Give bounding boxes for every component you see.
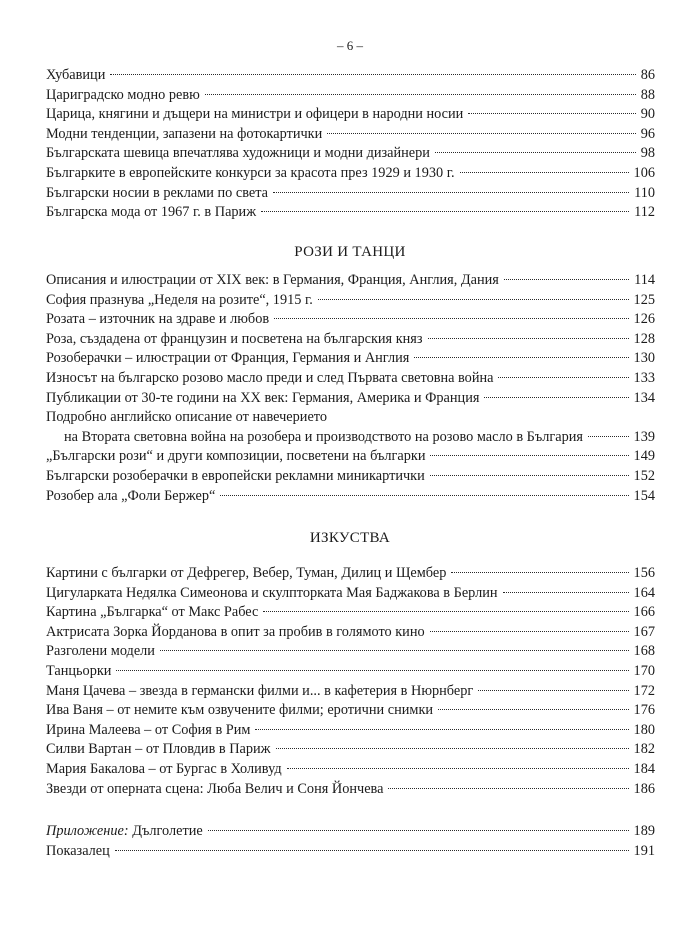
dot-leader — [478, 690, 628, 691]
toc-entry — [46, 271, 655, 291]
entry-page: 191 — [633, 842, 655, 859]
entry-page: 176 — [633, 702, 655, 719]
toc-entry — [46, 144, 655, 164]
entry-page: 167 — [633, 623, 655, 640]
dot-leader — [273, 192, 629, 193]
entry-title: Хубавици — [46, 67, 106, 83]
dot-leader — [438, 709, 629, 710]
entry-title: Български розоберачки в европейски рекламни миникартички — [46, 467, 425, 484]
toc-entry — [46, 310, 655, 330]
entry-title: Показалец — [46, 842, 110, 859]
toc-entry — [46, 389, 655, 409]
toc-entry — [46, 721, 655, 741]
appendix-title: Дълголетие — [128, 823, 203, 839]
toc-entry — [46, 164, 655, 184]
entry-title: Мария Бакалова – от Бургас в Холивуд — [46, 760, 282, 777]
dot-leader — [428, 338, 629, 339]
toc-entry — [46, 184, 655, 204]
toc-entry — [46, 428, 655, 448]
entry-page: 114 — [634, 272, 655, 288]
dot-leader — [205, 94, 636, 95]
entry-title: Царица, княгини и дъщери на министри и офицери в народни носии — [46, 106, 464, 123]
page-number: – 6 – — [337, 38, 363, 53]
dot-leader — [327, 133, 635, 134]
entry-title: Българската шевица впечатлява художници и модни дизайнери — [46, 145, 430, 162]
dot-leader — [287, 768, 629, 769]
toc-entry — [46, 487, 655, 507]
dot-leader — [255, 729, 628, 730]
entry-page: 106 — [633, 164, 655, 181]
dot-leader — [208, 830, 629, 831]
entry-title: Българките в европейските конкурси за красота през 1929 и 1930 г. — [46, 164, 455, 181]
dot-leader — [484, 397, 628, 398]
toc-entry — [46, 86, 655, 106]
entry-title: Описания и илюстрации от XIX век: в Германия, Франция, Англия, Дания — [46, 272, 499, 288]
entry-page: 88 — [640, 86, 655, 103]
entry-page: 133 — [633, 369, 655, 386]
entry-title: Звезди от оперната сцена: Люба Велич и Соня Йончева — [46, 780, 384, 797]
toc-entry — [46, 780, 655, 800]
entry-page: 164 — [633, 584, 655, 601]
entry-title: Танцьорки — [46, 662, 112, 679]
toc-entry — [46, 66, 655, 86]
toc-section-arts — [46, 564, 655, 799]
dot-leader — [468, 113, 635, 114]
toc-section-back-matter — [46, 822, 655, 861]
entry-title: Ирина Малеева – от София в Рим — [46, 721, 251, 738]
toc-entry — [46, 369, 655, 389]
entry-page: 112 — [634, 204, 655, 221]
toc-section-roses — [46, 271, 655, 506]
entry-title: Публикации от 30-те години на XX век: Германия, Америка и Франция — [46, 389, 480, 406]
entry-page: 125 — [633, 291, 655, 308]
entry-page: 110 — [634, 184, 655, 201]
entry-title: Силви Вартан – от Пловдив в Париж — [46, 741, 271, 758]
entry-page: 90 — [640, 106, 655, 123]
toc-entry — [46, 623, 655, 643]
toc-entry — [46, 564, 655, 584]
entry-title: Цигуларката Недялка Симеонова и скулпторката Мая Баджакова в Берлин — [46, 584, 498, 601]
entry-page: 168 — [633, 643, 655, 660]
dot-leader — [318, 299, 629, 300]
toc-entry — [46, 291, 655, 311]
entry-page: 182 — [633, 741, 655, 758]
toc-entry — [46, 349, 655, 369]
dot-leader — [261, 211, 629, 212]
entry-title: Актрисата Зорка Йорданова в опит за пробив в голямото кино — [46, 623, 425, 640]
dot-leader — [460, 172, 629, 173]
entry-title: Роза, създадена от французин и посветена на българския княз — [46, 330, 423, 347]
entry-title-line2: на Втората световна война на розобера и производството на розово масло в България — [64, 428, 583, 445]
dot-leader — [504, 279, 629, 280]
entry-page: 156 — [633, 565, 655, 581]
toc-entry-appendix — [46, 822, 655, 842]
entry-title: Ива Ваня – от немите към озвучените филми; еротични снимки — [46, 702, 434, 719]
dot-leader — [160, 650, 629, 651]
entry-title: Розата – източник на здраве и любов — [46, 311, 270, 328]
entry-page: 134 — [633, 389, 655, 406]
toc-entry-wrapped — [46, 408, 655, 447]
toc-entry — [46, 105, 655, 125]
dot-leader — [276, 748, 629, 749]
toc-entry — [46, 760, 655, 780]
entry-title: Розобер ала „Фоли Бержер“ — [46, 487, 216, 504]
entry-title: София празнува „Неделя на розите“, 1915 г. — [46, 291, 313, 308]
entry-page: 166 — [633, 604, 655, 621]
entry-title: Маня Цачева – звезда в германски филми и... в кафетерия в Нюрнберг — [46, 682, 474, 699]
entry-page: 126 — [633, 311, 655, 328]
toc-entry — [46, 740, 655, 760]
dot-leader — [430, 475, 629, 476]
entry-title: „Български рози“ и други композиции, посветени на българки — [46, 448, 426, 465]
entry-page: 170 — [633, 662, 655, 679]
toc-entry — [46, 467, 655, 487]
entry-title-line1: Подробно английско описание от навечерието — [46, 409, 328, 426]
section-heading-arts: ИЗКУСТВА — [309, 530, 391, 546]
entry-title: Разголени модели — [46, 643, 155, 660]
toc-entry — [46, 203, 655, 223]
dot-leader — [430, 455, 628, 456]
entry-title: Българска мода от 1967 г. в Париж — [46, 204, 257, 221]
toc-entry — [46, 330, 655, 350]
entry-title: Розоберачки – илюстрации от Франция, Германия и Англия — [46, 350, 410, 367]
toc-entry-index — [46, 842, 655, 862]
appendix-label: Приложение: — [46, 823, 129, 839]
entry-page: 186 — [633, 780, 655, 797]
dot-leader — [110, 74, 635, 75]
entry-page: 184 — [633, 760, 655, 777]
toc-entry — [46, 603, 655, 623]
section-heading-roses: РОЗИ И ТАНЦИ — [294, 244, 406, 260]
toc-section-fashion — [46, 66, 655, 223]
toc-entry — [46, 125, 655, 145]
dot-leader — [220, 495, 628, 496]
toc-entry — [46, 584, 655, 604]
entry-page: 180 — [633, 721, 655, 738]
entry-title: Модни тенденции, запазени на фотокартички — [46, 125, 323, 142]
entry-title — [46, 822, 203, 842]
entry-title: Картина „Българка“ от Макс Рабес — [46, 604, 259, 621]
dot-leader — [451, 572, 628, 573]
entry-page: 139 — [633, 428, 655, 445]
entry-page: 96 — [640, 125, 655, 142]
entry-page: 86 — [640, 67, 655, 83]
dot-leader — [498, 377, 628, 378]
dot-leader — [414, 357, 628, 358]
entry-page: 189 — [633, 823, 655, 839]
entry-page: 128 — [633, 330, 655, 347]
dot-leader — [388, 788, 628, 789]
entry-page: 154 — [633, 487, 655, 504]
entry-page: 172 — [633, 682, 655, 699]
toc-entry — [46, 701, 655, 721]
dot-leader — [430, 631, 629, 632]
entry-title: Износът на българско розово масло преди и след Първата световна война — [46, 369, 494, 386]
toc-entry — [46, 447, 655, 467]
dot-leader — [435, 152, 636, 153]
dot-leader — [263, 611, 628, 612]
toc-entry — [46, 682, 655, 702]
entry-page: 149 — [633, 448, 655, 465]
entry-page: 130 — [633, 350, 655, 367]
dot-leader — [588, 436, 629, 437]
toc-entry — [46, 642, 655, 662]
entry-title: Картини с българки от Дефрегер, Вебер, Туман, Дилиц и Щембер — [46, 565, 447, 581]
toc-entry — [46, 662, 655, 682]
entry-title: Цариградско модно ревю — [46, 86, 200, 103]
dot-leader — [116, 670, 628, 671]
dot-leader — [274, 318, 628, 319]
entry-title: Български носии в реклами по света — [46, 184, 269, 201]
dot-leader — [115, 850, 629, 851]
dot-leader — [503, 592, 629, 593]
entry-page: 98 — [640, 145, 655, 162]
entry-page: 152 — [633, 467, 655, 484]
